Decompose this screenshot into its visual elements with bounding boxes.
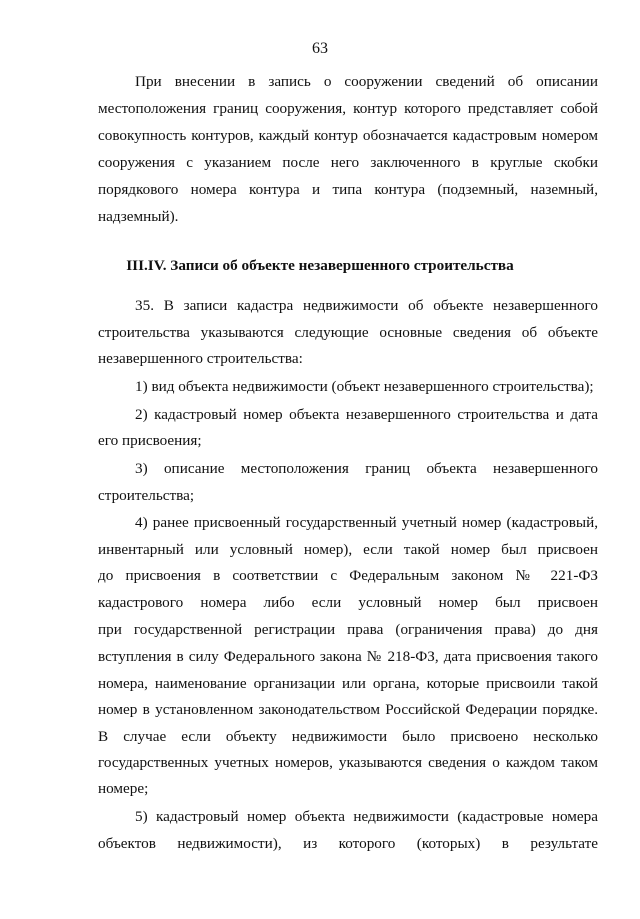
list-item: объектов недвижимости), из которого (которых) в результате: [98, 835, 598, 852]
page-number: 63: [312, 40, 328, 57]
list-item: В случае если объекту недвижимости было присвоено несколько: [98, 728, 598, 745]
list-item: при государственной регистрации права (ограничения права) до дня: [98, 621, 598, 638]
list-item: кадастрового номера либо если условный номер был присвоен: [98, 594, 598, 611]
paragraph-line: строительства указываются следующие основные сведения об объекте: [98, 324, 598, 341]
paragraph-line: 35. В записи кадастра недвижимости об объекте незавершенного: [135, 297, 598, 314]
list-item: вступления в силу Федерального закона № 218-ФЗ, дата присвоения такого: [98, 648, 598, 665]
list-item: 4) ранее присвоенный государственный учетный номер (кадастровый,: [135, 514, 598, 531]
list-item: 3) описание местоположения границ объекта незавершенного: [135, 460, 598, 477]
list-item: номера, наименование организации или органа, которые присвоили такой: [98, 675, 598, 692]
paragraph-line: надземный).: [98, 208, 179, 225]
paragraph-line: При внесении в запись о сооружении сведений об описании: [135, 73, 598, 90]
paragraph-line: порядкового номера контура и типа контура (подземный, наземный,: [98, 181, 598, 198]
list-item: номере;: [98, 780, 149, 797]
list-item: его присвоения;: [98, 432, 202, 449]
list-item: до присвоения в соответствии с Федеральным законом № 221-ФЗ: [98, 567, 598, 584]
section-heading: III.IV. Записи об объекте незавершенного строительства: [126, 257, 514, 274]
list-item: номер в установленном законодательством Российской Федерации порядке.: [98, 701, 598, 718]
list-item: государственных учетных номеров, указываются сведения о каждом таком: [98, 754, 598, 771]
paragraph-line: незавершенного строительства:: [98, 350, 303, 367]
list-item: строительства;: [98, 487, 195, 504]
list-item: 1) вид объекта недвижимости (объект незавершенного строительства);: [135, 378, 594, 395]
paragraph-line: совокупность контуров, каждый контур обозначается кадастровым номером: [98, 127, 598, 144]
paragraph-line: сооружения с указанием после него заключенного в круглые скобки: [98, 154, 598, 171]
list-item: 2) кадастровый номер объекта незавершенного строительства и дата: [135, 406, 598, 423]
list-item: инвентарный или условный номер), если такой номер был присвоен: [98, 541, 598, 558]
paragraph-line: местоположения границ сооружения, контур которого представляет собой: [98, 100, 598, 117]
list-item: 5) кадастровый номер объекта недвижимости (кадастровые номера: [135, 808, 598, 825]
